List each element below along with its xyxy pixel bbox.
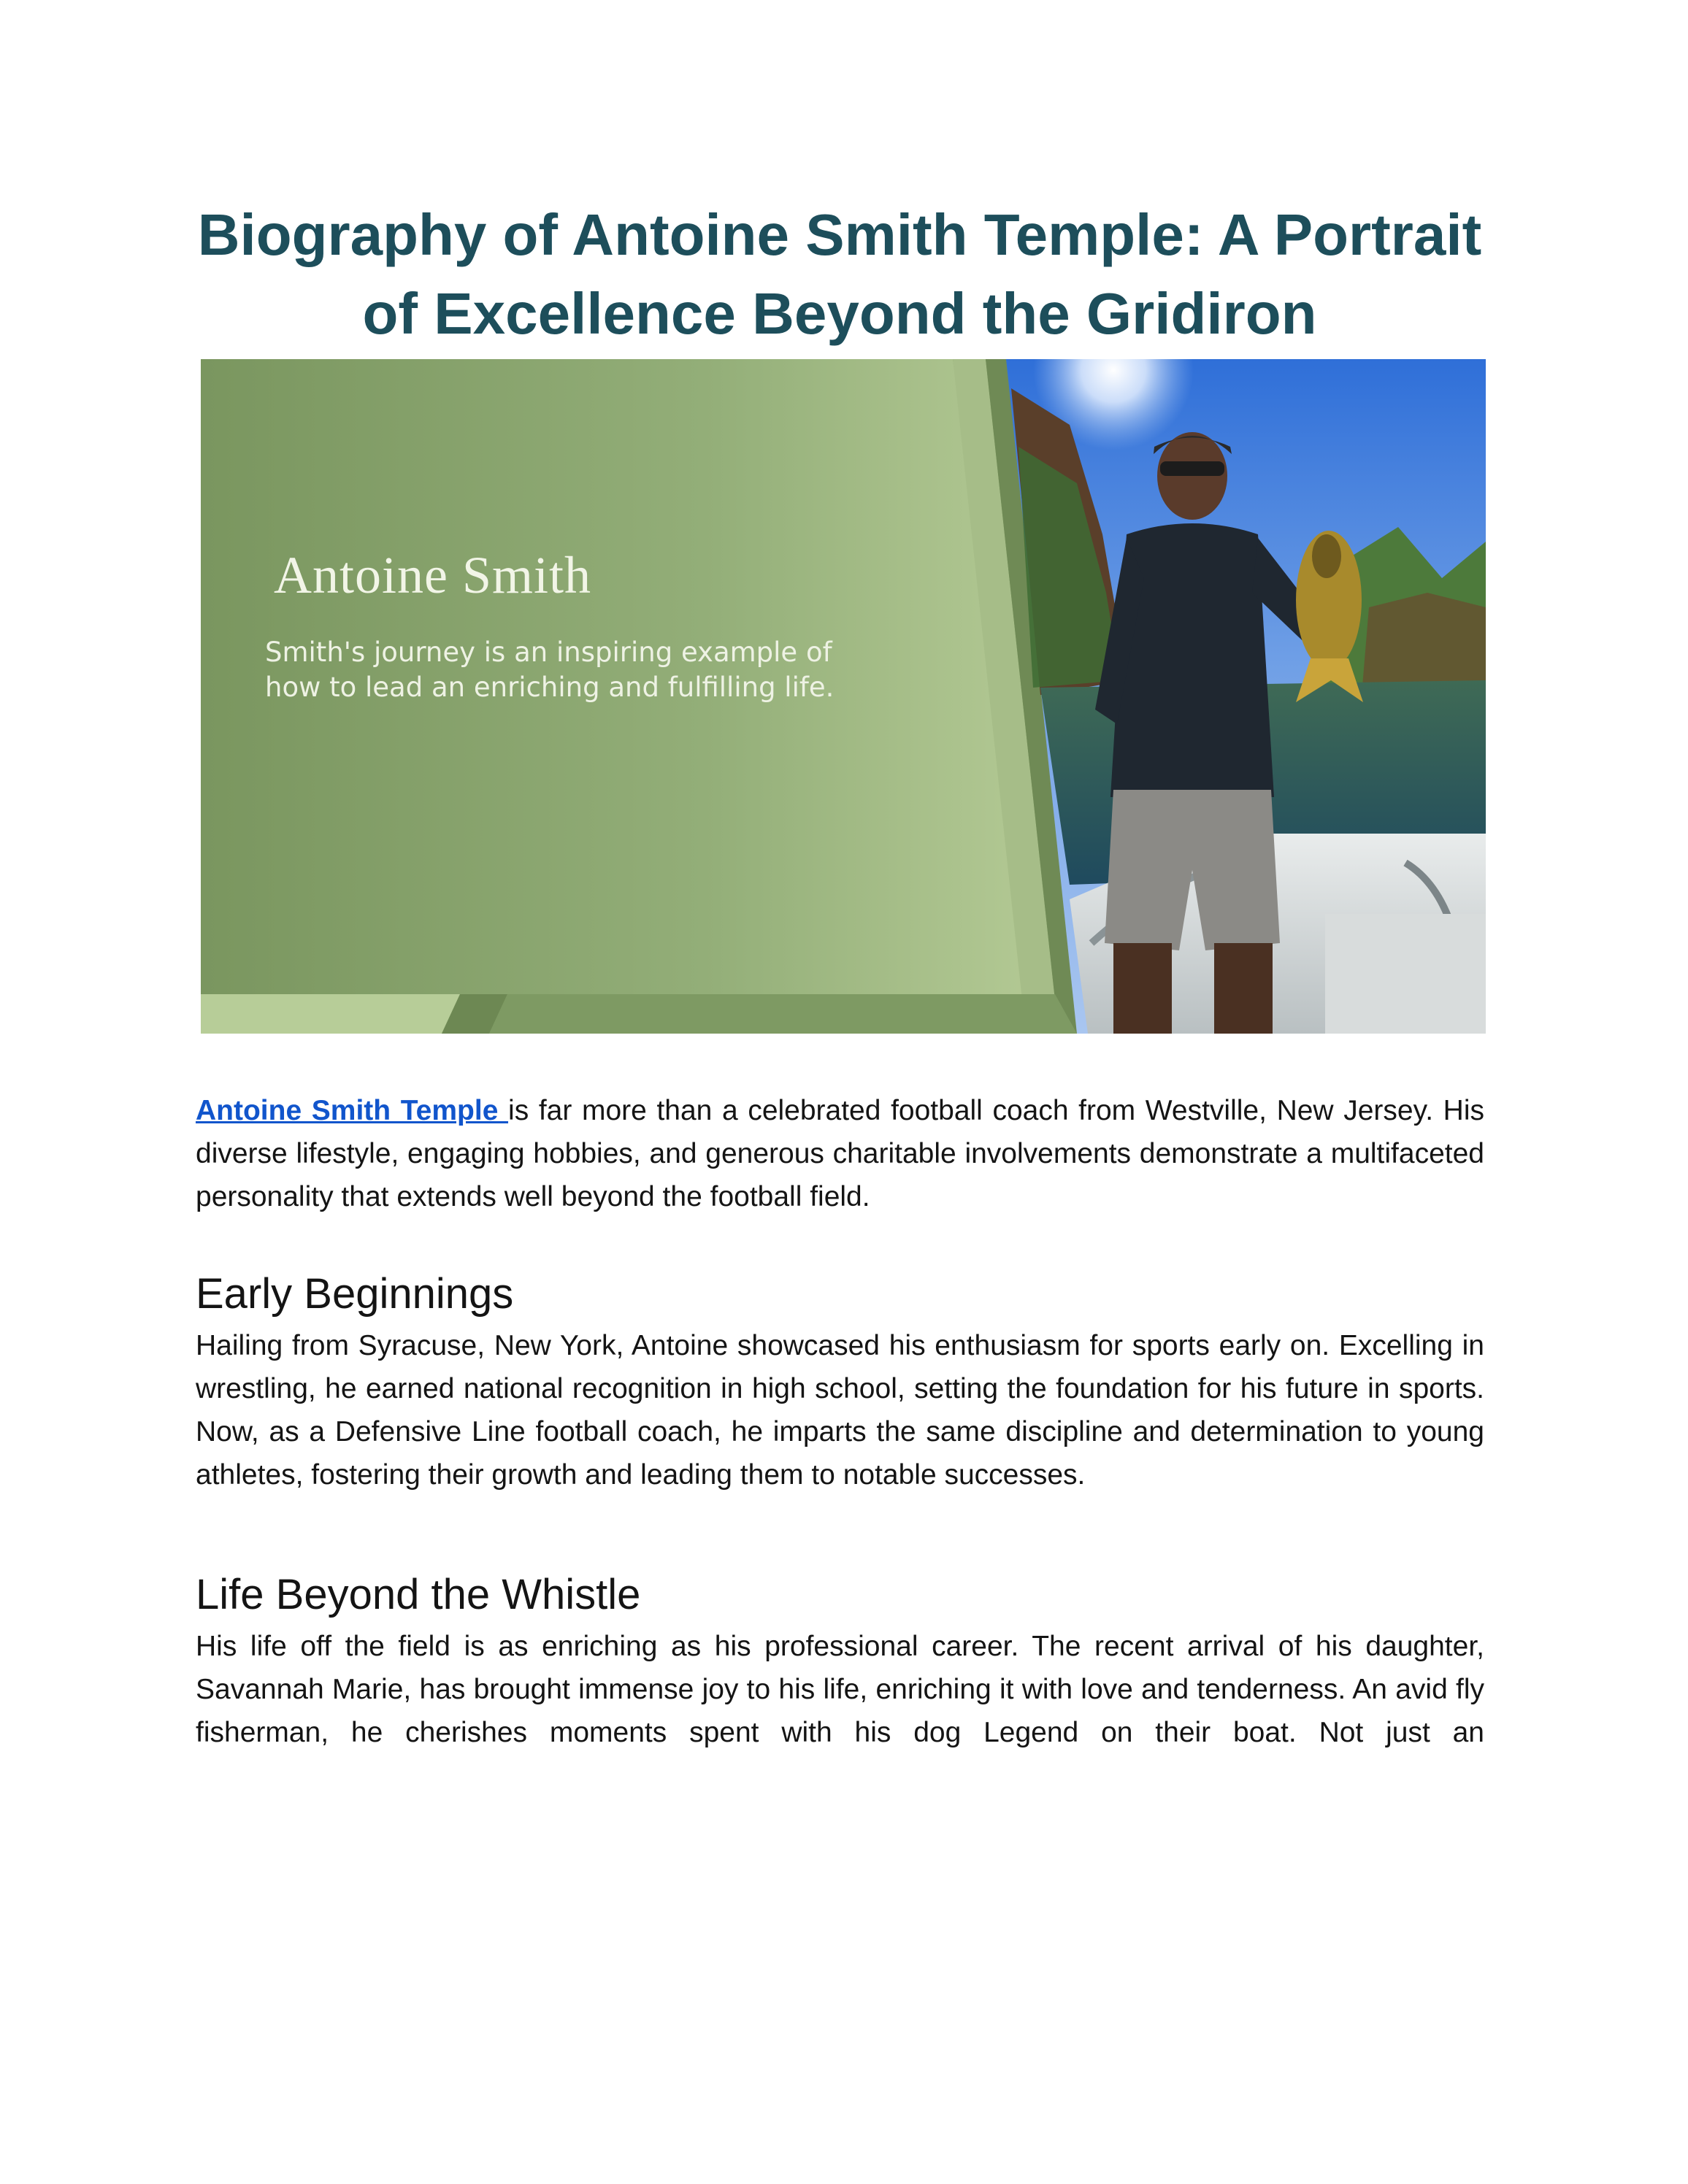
hero-panel-base-light <box>201 994 460 1034</box>
sunglasses <box>1160 461 1224 476</box>
section-heading-life-beyond: Life Beyond the Whistle <box>196 1571 641 1618</box>
intro-paragraph <box>196 1089 1484 1218</box>
section-body-life-beyond: His life off the field is as enriching as his professional career. The recent arrival of his daughter, Savannah Marie, has brought immense joy to his life, enriching it with love and tenderness. An avid fly fisherman, he cherishes moments spent with his dog Legend on their boat. Not just an <box>196 1631 1484 1748</box>
page-title: Biography of Antoine Smith Temple: A Portrait of Excellence Beyond the Gridiron <box>197 202 1482 346</box>
hero-photo <box>1006 359 1486 1034</box>
fish <box>1296 531 1363 702</box>
section-body-early-beginnings: Hailing from Syracuse, New York, Antoine showcased his enthusiasm for sports early on. Excelling in wrestling, he earned national recognition in high school, setting the foundation for his future in sports. Now, as a Defensive Line football coach, he imparts the same discipline and determination to young athletes, fostering their growth and leading them to notable successes. <box>196 1330 1484 1491</box>
section-heading-early-beginnings: Early Beginnings <box>196 1270 514 1318</box>
antoine-smith-temple-link[interactable]: Antoine Smith Temple <box>196 1095 509 1126</box>
intro-text: is far more than a celebrated football coach from Westville, New Jersey. His diverse lifestyle, engaging hobbies, and generous charitable involvements demonstrate a multifaceted personality that extends well beyond the football field. <box>196 1095 1484 1212</box>
hero-tagline: Smith's journey is an inspiring example of how to lead an enriching and fulfilling life. <box>265 637 835 703</box>
left-leg <box>1113 943 1172 1034</box>
right-leg <box>1214 943 1273 1034</box>
hero-panel-base <box>489 994 1077 1034</box>
hero-name: Antoine Smith <box>274 546 592 604</box>
hero-banner <box>201 359 1486 1034</box>
